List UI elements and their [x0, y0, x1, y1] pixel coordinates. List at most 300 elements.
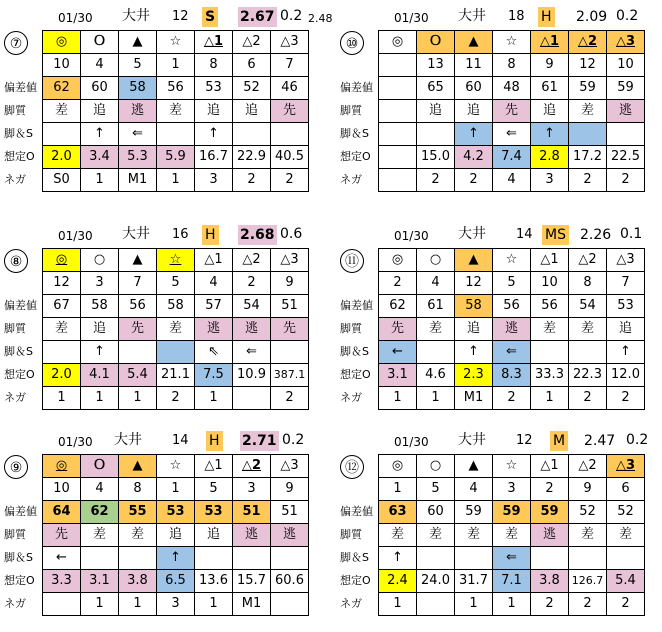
hensachi-cell: 58 — [455, 295, 493, 318]
row-label — [2, 249, 43, 272]
horse-number-cell: 10 — [43, 54, 81, 77]
soutei-cell: 10.9 — [233, 364, 271, 387]
horse-number-cell: 12 — [43, 272, 81, 295]
row-label-soutei: 想定O — [340, 574, 371, 587]
soutei-cell: 60.6 — [271, 570, 309, 593]
hensachi-row — [2, 295, 309, 318]
horse-number-cell: 10 — [43, 478, 81, 501]
mark-cell: Ｏ — [81, 455, 119, 478]
horse-number-cell: 7 — [607, 272, 645, 295]
kyakushitsu-cell: 先 — [43, 524, 81, 547]
kyakushitsu-cell: 差 — [417, 318, 455, 341]
marks-row — [338, 249, 645, 272]
kyakushitsu-row — [338, 318, 645, 341]
race-venue: 大井 — [122, 226, 150, 242]
race-odds: 2.67 — [240, 9, 275, 25]
ashi-cell — [531, 547, 569, 570]
hensachi-cell: 67 — [43, 295, 81, 318]
kyakushitsu-cell: 逃 — [271, 524, 309, 547]
soutei-cell: 33.3 — [531, 364, 569, 387]
hensachi-cell: 53 — [607, 295, 645, 318]
field-size: 18 — [508, 9, 525, 24]
horse-number-cell: 4 — [81, 54, 119, 77]
nega-cell: 1 — [81, 169, 119, 192]
ashi-cell — [157, 123, 195, 146]
row-label-nega: ネガ — [4, 391, 26, 404]
soutei-cell: 2.3 — [455, 364, 493, 387]
marks-row — [2, 249, 309, 272]
race-header — [2, 4, 333, 28]
soutei-cell: 387.1 — [271, 364, 309, 387]
row-label-nega: ネガ — [4, 173, 26, 186]
mark-cell: ◎ — [379, 249, 417, 272]
hensachi-row — [338, 501, 645, 524]
row-label — [338, 455, 379, 478]
kyakushitsu-cell: 追 — [531, 100, 569, 123]
hensachi-cell: 56 — [119, 295, 157, 318]
row-label — [2, 54, 43, 77]
row-label-nega: ネガ — [340, 597, 362, 610]
kyakushitsu-row — [2, 524, 309, 547]
kyakushitsu-cell: 差 — [157, 100, 195, 123]
hensachi-cell: 65 — [417, 77, 455, 100]
ashi-cell — [119, 341, 157, 364]
nega-cell: 2 — [607, 593, 645, 616]
soutei-cell: 5.4 — [607, 570, 645, 593]
hensachi-cell: 55 — [119, 501, 157, 524]
ashi-cell: ⇐ — [233, 341, 271, 364]
hensachi-cell: 60 — [455, 77, 493, 100]
kyakushitsu-cell — [379, 100, 417, 123]
mark-cell: ▲ — [455, 31, 493, 54]
ashi-cell — [43, 123, 81, 146]
horse-number-cell: 3 — [81, 272, 119, 295]
kyakushitsu-cell: 差 — [569, 524, 607, 547]
ashi-cell: ← — [379, 341, 417, 364]
mark-cell: ☆ — [493, 249, 531, 272]
soutei-cell: 3.8 — [119, 570, 157, 593]
ashi-cell: ⇖ — [195, 341, 233, 364]
ashi-cell: ↑ — [81, 123, 119, 146]
ashi-cell — [569, 123, 607, 146]
ashi-cell: ← — [43, 547, 81, 570]
hensachi-cell: 62 — [81, 501, 119, 524]
nega-cell: 1 — [379, 593, 417, 616]
horse-number-cell: 6 — [233, 54, 271, 77]
soutei-cell: 16.7 — [195, 146, 233, 169]
nega-row — [2, 169, 309, 192]
soutei-cell: 7.1 — [493, 570, 531, 593]
horse-number-cell: 4 — [455, 478, 493, 501]
soutei-cell: 40.5 — [271, 146, 309, 169]
row-label-ashi: 脚＆S — [340, 345, 369, 358]
kyakushitsu-cell: 差 — [493, 524, 531, 547]
nega-cell: 1 — [119, 387, 157, 410]
kyakushitsu-cell: 差 — [531, 318, 569, 341]
ashi-cell — [271, 547, 309, 570]
panel-race-11 — [338, 222, 658, 422]
mark-cell: △1 — [195, 249, 233, 272]
panel-race-12 — [338, 428, 658, 628]
horse-number-cell: 2 — [233, 272, 271, 295]
horse-number-cell: 12 — [455, 272, 493, 295]
race-extra-value: 0.2 — [626, 432, 649, 448]
mark-cell: ▲ — [119, 249, 157, 272]
nega-cell: S0 — [43, 169, 81, 192]
row-label-nega: ネガ — [4, 597, 26, 610]
race-class-badge: H — [206, 431, 223, 451]
race-table — [338, 248, 645, 410]
horse-number-cell: 2 — [379, 272, 417, 295]
nega-cell: 1 — [379, 387, 417, 410]
ashi-row — [2, 547, 309, 570]
hensachi-cell: 64 — [43, 501, 81, 524]
soutei-cell: 5.3 — [119, 146, 157, 169]
kyakushitsu-cell: 追 — [455, 100, 493, 123]
nega-row — [338, 169, 645, 192]
race-number-badge: ⑩ — [340, 31, 364, 55]
nega-cell: 2 — [569, 169, 607, 192]
soutei-cell: 3.1 — [81, 570, 119, 593]
kyakushitsu-cell: 追 — [81, 100, 119, 123]
kyakushitsu-cell: 差 — [569, 318, 607, 341]
soutei-cell: 15.7 — [233, 570, 271, 593]
mark-cell: △3 — [271, 455, 309, 478]
soutei-cell: 3.8 — [531, 570, 569, 593]
nega-cell: 2 — [417, 169, 455, 192]
nega-row — [2, 593, 309, 616]
marks-row — [2, 31, 309, 54]
ashi-cell — [417, 341, 455, 364]
ashi-cell: ⇐ — [493, 341, 531, 364]
ashi-cell: ⇐ — [493, 547, 531, 570]
nega-row — [338, 593, 645, 616]
race-number-badge: ⑧ — [4, 249, 28, 273]
ashi-cell: ↑ — [81, 341, 119, 364]
ashi-cell — [233, 547, 271, 570]
horse-number-row — [338, 54, 645, 77]
race-extra-value: 0.2 — [282, 432, 305, 448]
ashi-cell: ↑ — [157, 547, 195, 570]
hensachi-cell: 58 — [157, 295, 195, 318]
row-label-ashi: 脚＆S — [340, 127, 369, 140]
horse-number-row — [338, 272, 645, 295]
mark-cell: ○ — [417, 249, 455, 272]
race-table — [2, 248, 309, 410]
race-date: 01/30 — [58, 229, 93, 243]
soutei-cell: 3.3 — [43, 570, 81, 593]
kyakushitsu-row — [2, 100, 309, 123]
row-label-hensachi: 偏差値 — [4, 81, 37, 94]
field-size: 12 — [172, 9, 189, 24]
horse-number-row — [2, 478, 309, 501]
hensachi-cell: 59 — [493, 501, 531, 524]
field-size: 14 — [516, 227, 533, 242]
kyakushitsu-cell: 追 — [233, 100, 271, 123]
marks-row — [338, 31, 645, 54]
kyakushitsu-cell: 追 — [417, 100, 455, 123]
soutei-cell: 24.0 — [417, 570, 455, 593]
nega-cell: 2 — [157, 387, 195, 410]
race-odds: 2.68 — [240, 227, 275, 243]
row-label — [2, 31, 43, 54]
kyakushitsu-cell: 追 — [195, 524, 233, 547]
mark-cell: △2 — [233, 249, 271, 272]
horse-number-cell: 3 — [233, 478, 271, 501]
kyakushitsu-cell: 追 — [81, 318, 119, 341]
nega-cell: 4 — [493, 169, 531, 192]
nega-cell: 2 — [569, 387, 607, 410]
row-label-nega: ネガ — [340, 391, 362, 404]
ashi-cell — [607, 547, 645, 570]
row-label-kyakushitsu: 脚質 — [4, 322, 26, 335]
mark-cell: △3 — [271, 249, 309, 272]
mark-cell: ◎ — [379, 31, 417, 54]
row-label-nega: ネガ — [340, 173, 362, 186]
race-table — [2, 30, 309, 192]
ashi-cell: ⇐ — [119, 123, 157, 146]
soutei-row — [338, 570, 645, 593]
ashi-cell — [379, 123, 417, 146]
soutei-cell: 6.5 — [157, 570, 195, 593]
mark-cell: △1 — [195, 455, 233, 478]
soutei-cell: 22.5 — [607, 146, 645, 169]
hensachi-cell: 59 — [531, 501, 569, 524]
horse-number-cell: 7 — [119, 272, 157, 295]
kyakushitsu-cell: 差 — [569, 100, 607, 123]
row-label-hensachi: 偏差値 — [340, 299, 373, 312]
soutei-cell: 21.1 — [157, 364, 195, 387]
mark-cell: ▲ — [119, 31, 157, 54]
marks-row — [338, 455, 645, 478]
row-label-hensachi: 偏差値 — [4, 505, 37, 518]
mark-cell: ☆ — [157, 31, 195, 54]
field-size: 12 — [516, 433, 533, 448]
kyakushitsu-cell: 逃 — [233, 318, 271, 341]
row-label-hensachi: 偏差値 — [340, 505, 373, 518]
hensachi-cell: 51 — [271, 295, 309, 318]
soutei-cell: 7.4 — [493, 146, 531, 169]
nega-cell — [271, 593, 309, 616]
soutei-row — [338, 146, 645, 169]
race-odds: 2.71 — [242, 433, 277, 449]
mark-cell: Ｏ — [417, 31, 455, 54]
ashi-cell — [119, 547, 157, 570]
row-label — [2, 478, 43, 501]
row-label-soutei: 想定O — [4, 574, 35, 587]
kyakushitsu-cell: 追 — [157, 524, 195, 547]
kyakushitsu-cell: 差 — [607, 524, 645, 547]
nega-cell: 1 — [195, 593, 233, 616]
race-header — [338, 222, 658, 246]
ashi-row — [2, 123, 309, 146]
hensachi-cell: 52 — [607, 501, 645, 524]
mark-cell: ☆ — [493, 455, 531, 478]
nega-cell: 1 — [43, 387, 81, 410]
nega-cell: 2 — [607, 387, 645, 410]
panel-race-9 — [2, 428, 322, 628]
horse-number-cell: 5 — [493, 272, 531, 295]
horse-number-row — [338, 478, 645, 501]
nega-cell: M1 — [233, 593, 271, 616]
ashi-cell — [157, 341, 195, 364]
hensachi-cell: 54 — [569, 295, 607, 318]
mark-cell: △2 — [569, 249, 607, 272]
mark-cell: △2 — [233, 31, 271, 54]
mark-cell: ○ — [81, 249, 119, 272]
ashi-cell — [271, 123, 309, 146]
mark-cell: ◎ — [43, 455, 81, 478]
row-label-kyakushitsu: 脚質 — [340, 104, 362, 117]
hensachi-cell: 51 — [233, 501, 271, 524]
row-label-kyakushitsu: 脚質 — [4, 104, 26, 117]
horse-number-cell: 4 — [81, 478, 119, 501]
soutei-row — [338, 364, 645, 387]
mark-cell: △1 — [531, 455, 569, 478]
panel-race-10 — [338, 4, 658, 204]
nega-cell: M1 — [455, 387, 493, 410]
mark-cell: ▲ — [119, 455, 157, 478]
kyakushitsu-row — [338, 100, 645, 123]
horse-number-cell: 9 — [271, 478, 309, 501]
soutei-cell: 3.4 — [81, 146, 119, 169]
mark-cell: △3 — [607, 249, 645, 272]
horse-number-cell: 1 — [379, 478, 417, 501]
race-number-badge: ⑪ — [340, 249, 364, 273]
ashi-cell — [81, 547, 119, 570]
hensachi-cell: 59 — [455, 501, 493, 524]
panel-race-7 — [2, 4, 333, 204]
race-class-badge: M — [550, 431, 568, 451]
soutei-row — [2, 364, 309, 387]
horse-number-cell: 5 — [417, 478, 455, 501]
mark-cell: △2 — [569, 31, 607, 54]
horse-number-cell: 9 — [569, 478, 607, 501]
kyakushitsu-cell: 先 — [119, 318, 157, 341]
race-extra-value: 0.1 — [620, 226, 643, 242]
mark-cell: △3 — [607, 455, 645, 478]
ashi-row — [338, 341, 645, 364]
hensachi-cell: 59 — [569, 77, 607, 100]
ashi-cell — [271, 341, 309, 364]
race-venue: 大井 — [458, 432, 486, 448]
nega-cell: 1 — [493, 593, 531, 616]
kyakushitsu-cell: 差 — [43, 318, 81, 341]
soutei-cell: 12.0 — [607, 364, 645, 387]
ashi-cell: ↑ — [531, 123, 569, 146]
race-extra-value-2: 2.48 — [308, 12, 333, 25]
mark-cell: ☆ — [493, 31, 531, 54]
mark-cell: ▲ — [455, 249, 493, 272]
soutei-row — [2, 570, 309, 593]
row-label-soutei: 想定O — [340, 150, 371, 163]
row-label — [338, 249, 379, 272]
nega-cell: 2 — [607, 169, 645, 192]
soutei-cell: 2.4 — [379, 570, 417, 593]
row-label-hensachi: 偏差値 — [4, 299, 37, 312]
horse-number-cell: 4 — [417, 272, 455, 295]
hensachi-cell: 46 — [271, 77, 309, 100]
soutei-cell: 15.0 — [417, 146, 455, 169]
nega-cell — [43, 593, 81, 616]
soutei-cell: 126.7 — [569, 570, 607, 593]
horse-number-cell — [379, 54, 417, 77]
nega-cell: 2 — [271, 387, 309, 410]
mark-cell: ○ — [417, 455, 455, 478]
kyakushitsu-cell: 逃 — [119, 100, 157, 123]
nega-row — [338, 387, 645, 410]
hensachi-cell: 57 — [195, 295, 233, 318]
horse-number-cell: 8 — [119, 478, 157, 501]
kyakushitsu-cell: 逃 — [607, 100, 645, 123]
hensachi-cell: 56 — [493, 295, 531, 318]
hensachi-cell: 62 — [43, 77, 81, 100]
row-label — [338, 478, 379, 501]
hensachi-cell: 60 — [417, 501, 455, 524]
race-odds: 2.26 — [580, 227, 612, 243]
panel-race-8 — [2, 222, 322, 422]
ashi-cell — [569, 341, 607, 364]
hensachi-cell: 61 — [531, 77, 569, 100]
mark-cell: △2 — [233, 455, 271, 478]
ashi-row — [2, 341, 309, 364]
race-venue: 大井 — [458, 226, 486, 242]
race-date: 01/30 — [58, 11, 93, 25]
hensachi-cell: 61 — [417, 295, 455, 318]
row-label-hensachi: 偏差値 — [340, 81, 373, 94]
soutei-cell: 4.1 — [81, 364, 119, 387]
nega-cell: 1 — [119, 593, 157, 616]
ashi-row — [338, 123, 645, 146]
nega-cell: 2 — [233, 169, 271, 192]
row-label — [338, 31, 379, 54]
horse-number-cell: 10 — [607, 54, 645, 77]
hensachi-cell: 51 — [271, 501, 309, 524]
kyakushitsu-cell: 逃 — [493, 318, 531, 341]
soutei-cell: 31.7 — [455, 570, 493, 593]
hensachi-cell: 56 — [157, 77, 195, 100]
kyakushitsu-row — [2, 318, 309, 341]
kyakushitsu-cell: 差 — [455, 524, 493, 547]
row-label — [338, 54, 379, 77]
nega-cell: 1 — [81, 387, 119, 410]
marks-row — [2, 455, 309, 478]
nega-cell: M1 — [119, 169, 157, 192]
soutei-cell: 5.9 — [157, 146, 195, 169]
mark-cell: △1 — [531, 249, 569, 272]
row-label-ashi: 脚＆S — [4, 345, 33, 358]
nega-cell: 1 — [157, 169, 195, 192]
hensachi-cell: 58 — [81, 295, 119, 318]
horse-number-cell: 8 — [569, 272, 607, 295]
soutei-row — [2, 146, 309, 169]
horse-number-cell: 2 — [531, 478, 569, 501]
soutei-cell: 7.5 — [195, 364, 233, 387]
mark-cell: ◎ — [379, 455, 417, 478]
race-number-badge: ⑨ — [4, 455, 28, 479]
nega-cell: 2 — [493, 387, 531, 410]
race-number-badge: ⑦ — [4, 31, 28, 55]
hensachi-cell: 48 — [493, 77, 531, 100]
soutei-cell: 2.8 — [531, 146, 569, 169]
nega-cell: 1 — [455, 593, 493, 616]
mark-cell: ◎ — [43, 249, 81, 272]
horse-number-cell: 6 — [607, 478, 645, 501]
horse-number-cell: 1 — [157, 478, 195, 501]
hensachi-cell: 56 — [531, 295, 569, 318]
hensachi-row — [2, 77, 309, 100]
horse-number-cell: 12 — [569, 54, 607, 77]
